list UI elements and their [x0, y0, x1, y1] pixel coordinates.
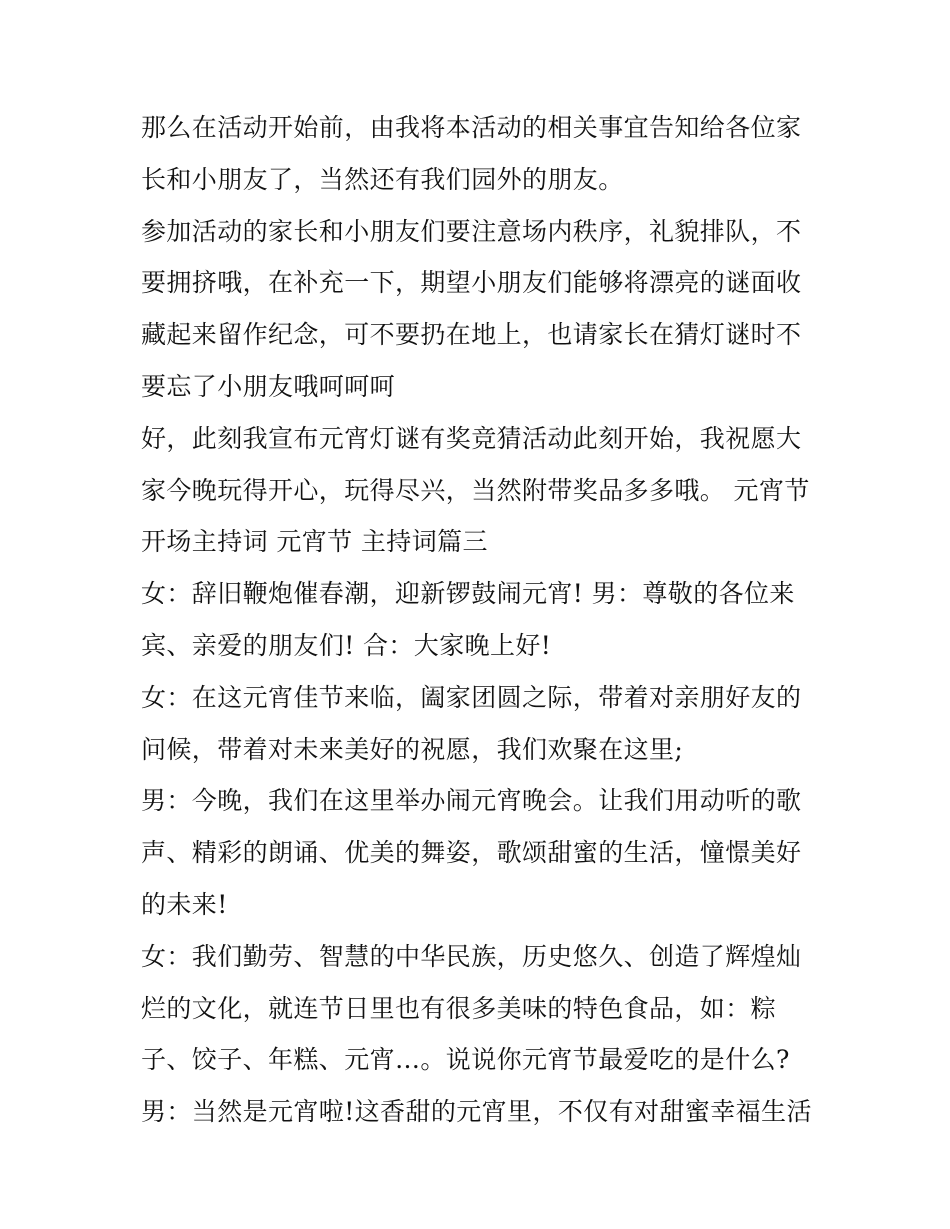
paragraph-female-host-2: 女：我们勤劳、智慧的中华民族，历史悠久、创造了辉煌灿烂的文化，就连节日里也有很多美味的特色食品，如：粽子、饺子、年糕、元宵…。说说你元宵节最爱吃的是什么? [141, 941, 802, 1075]
paragraph-event-start: 好，此刻我宣布元宵灯谜有奖竞猜活动此刻开始，我祝愿大家今晚玩得开心，玩得尽兴，当然附带奖品多多哦。 元宵节开场主持词 元宵节 主持词篇三 [141, 423, 810, 557]
paragraph-event-rules-intro: 那么在活动开始前，由我将本活动的相关事宜告知给各位家长和小朋友了，当然还有我们园外的朋友。 [141, 113, 802, 194]
paragraph-opening-greeting: 女：辞旧鞭炮催春潮，迎新锣鼓闹元宵! 男：尊敬的各位来宾、亲爱的朋友们! 合：大家晚上好! [141, 579, 795, 660]
paragraph-male-host-2: 男：当然是元宵啦!这香甜的元宵里，不仅有对甜蜜幸福生活 [141, 1097, 812, 1127]
paragraph-order-reminder: 参加活动的家长和小朋友们要注意场内秩序，礼貌排队，不要拥挤哦，在补充一下，期望小朋友们能够将漂亮的谜面收藏起来留作纪念，可不要扔在地上，也请家长在猜灯谜时不要忘了小朋友哦呵呵呵 [141, 216, 802, 401]
paragraph-female-host-1: 女：在这元宵佳节来临，阖家团圆之际，带着对亲朋好友的问候，带着对未来美好的祝愿，我们欢聚在这里; [141, 682, 802, 764]
paragraph-male-host-1: 男：今晚，我们在这里举办闹元宵晚会。让我们用动听的歌声、精彩的朗诵、优美的舞姿，歌颂甜蜜的生活，憧憬美好的未来! [141, 786, 802, 919]
document-page [141, 102, 821, 1138]
